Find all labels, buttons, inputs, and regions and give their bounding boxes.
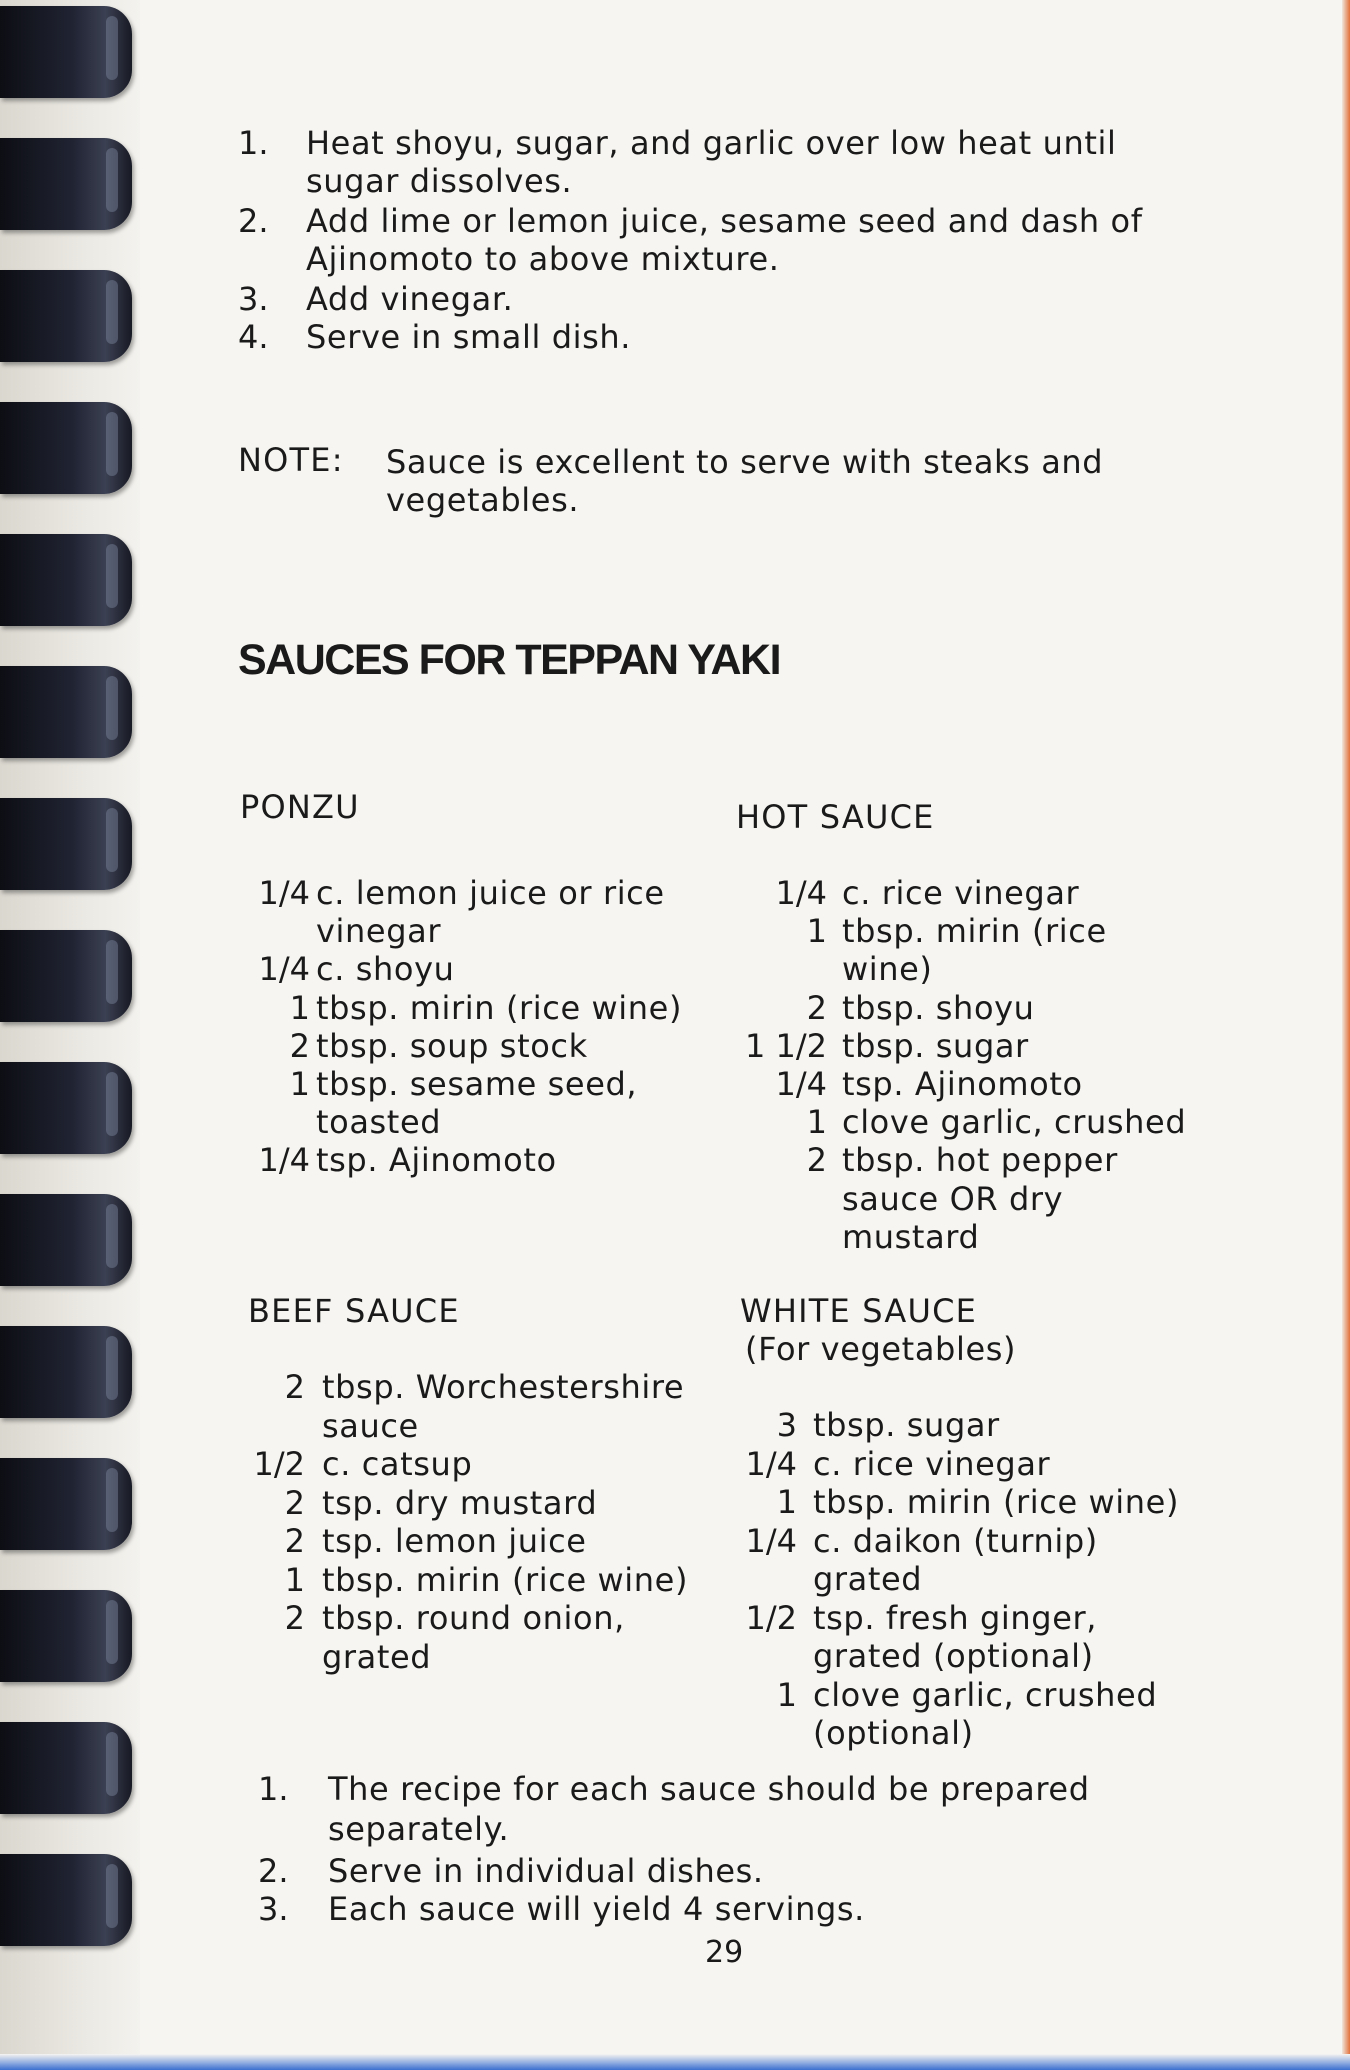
ingredient-text: clove garlic, crushed <box>813 1675 1158 1714</box>
step-text: Serve in individual dishes. <box>328 1852 764 1890</box>
step-number: 3. <box>258 1890 289 1928</box>
ingredient-text: wine) <box>842 950 933 989</box>
binding-coil <box>0 666 132 758</box>
ingredient-text: tsp. Ajinomoto <box>316 1141 557 1180</box>
step-text: Ajinomoto to above mixture. <box>306 240 780 278</box>
ingredient-text: toasted <box>316 1103 442 1142</box>
ingredient-text: c. lemon juice or rice <box>316 874 665 912</box>
ingredient-text: tbsp. round onion, <box>322 1599 625 1637</box>
page-number: 29 <box>705 1935 744 1970</box>
hot-sauce-title: HOT SAUCE <box>736 798 935 836</box>
ingredient-text: c. rice vinegar <box>813 1444 1051 1483</box>
ingredient-qty: 1 <box>776 1675 797 1714</box>
step-number: 3. <box>238 280 269 318</box>
ingredient-text: tsp. dry mustard <box>322 1483 598 1522</box>
ingredient-qty: 2 <box>806 988 827 1027</box>
step-text: Each sauce will yield 4 servings. <box>328 1890 865 1928</box>
ingredient-text: mustard <box>842 1217 980 1256</box>
note-text: vegetables. <box>386 481 580 519</box>
ingredient-qty: 1 1/2 <box>744 1026 827 1065</box>
binding-coil <box>0 1458 132 1550</box>
ingredient-qty: 1/4 <box>775 1065 827 1103</box>
binding-coil <box>0 534 132 626</box>
ingredient-text: grated <box>813 1560 923 1598</box>
ingredient-qty: 1/4 <box>258 950 310 989</box>
ingredient-text: tbsp. sesame seed, <box>316 1065 638 1103</box>
ingredient-text: clove garlic, crushed <box>842 1103 1187 1142</box>
ingredient-text: tbsp. Worchestershire <box>322 1368 685 1406</box>
ingredient-text: c. shoyu <box>316 950 455 989</box>
step-text: The recipe for each sauce should be prepared <box>328 1770 1090 1808</box>
white-sauce-title: WHITE SAUCE <box>740 1292 978 1330</box>
binding-coil <box>0 1326 132 1418</box>
ingredient-qty: 2 <box>284 1599 305 1637</box>
ingredient-text: sauce OR dry <box>842 1179 1064 1218</box>
ingredient-qty: 2 <box>284 1483 305 1522</box>
ingredient-text: tbsp. mirin (rice wine) <box>322 1560 689 1599</box>
binding-coil <box>0 1722 132 1814</box>
ingredient-text: tbsp. mirin (rice wine) <box>316 988 683 1027</box>
step-text: Serve in small dish. <box>306 318 632 356</box>
ingredient-text: (optional) <box>813 1714 974 1752</box>
ingredient-qty: 1 <box>289 988 310 1027</box>
ingredient-qty: 2 <box>284 1368 305 1406</box>
ingredient-qty: 1/2 <box>253 1445 305 1483</box>
ingredient-qty: 1/4 <box>745 1444 797 1483</box>
ingredient-qty: 1/4 <box>258 1141 310 1180</box>
ingredient-qty: 1 <box>806 912 827 951</box>
step-number: 2. <box>258 1852 289 1890</box>
binding-coil <box>0 930 132 1022</box>
ingredient-text: tsp. Ajinomoto <box>842 1065 1083 1103</box>
step-text: separately. <box>328 1810 510 1848</box>
ingredient-text: tbsp. sugar <box>813 1406 1000 1444</box>
ingredient-qty: 1 <box>806 1103 827 1142</box>
step-text: Heat shoyu, sugar, and garlic over low heat until <box>306 124 1117 162</box>
ingredient-text: tbsp. sugar <box>842 1026 1029 1065</box>
ingredient-text: grated (optional) <box>813 1637 1094 1675</box>
step-number: 1. <box>258 1770 289 1808</box>
ingredient-text: tsp. lemon juice <box>322 1522 587 1560</box>
ingredient-qty: 1/2 <box>745 1598 797 1637</box>
ingredient-text: sauce <box>322 1406 419 1445</box>
step-number: 2. <box>238 202 269 240</box>
binding-coil <box>0 798 132 890</box>
ingredient-qty: 1 <box>776 1483 797 1521</box>
ingredient-qty: 1/4 <box>745 1521 797 1560</box>
ingredient-text: c. catsup <box>322 1445 473 1483</box>
ingredient-text: c. rice vinegar <box>842 874 1080 912</box>
step-number: 4. <box>238 318 269 356</box>
ingredient-text: tbsp. mirin (rice <box>842 912 1107 951</box>
binding-coil <box>0 270 132 362</box>
binding-coil <box>0 1854 132 1946</box>
white-sauce-subtitle: (For vegetables) <box>745 1330 1017 1368</box>
ingredient-qty: 3 <box>776 1406 797 1444</box>
binding-coil <box>0 1062 132 1154</box>
ingredient-text: vinegar <box>316 912 442 951</box>
ingredient-text: tsp. fresh ginger, <box>813 1598 1098 1637</box>
section-title: SAUCES FOR TEPPAN YAKI <box>238 636 781 684</box>
step-text: Add lime or lemon juice, sesame seed and dash of <box>306 202 1143 240</box>
ingredient-text: c. daikon (turnip) <box>813 1521 1098 1560</box>
ingredient-qty: 1/4 <box>775 874 827 912</box>
ingredient-qty: 1 <box>284 1560 305 1599</box>
binding-coil <box>0 402 132 494</box>
note-label: NOTE: <box>238 441 344 479</box>
step-number: 1. <box>238 124 269 162</box>
step-text: sugar dissolves. <box>306 162 573 200</box>
spiral-binding <box>0 0 140 2070</box>
binding-coil <box>0 1590 132 1682</box>
note-text: Sauce is excellent to serve with steaks and <box>386 443 1104 481</box>
ingredient-text: grated <box>322 1637 432 1676</box>
binding-coil <box>0 138 132 230</box>
table-surface <box>0 2054 1350 2070</box>
binding-coil <box>0 1194 132 1286</box>
ingredient-qty: 2 <box>289 1026 310 1065</box>
ponzu-title: PONZU <box>240 788 360 826</box>
ingredient-text: tbsp. hot pepper <box>842 1141 1118 1180</box>
ingredient-text: tbsp. shoyu <box>842 988 1035 1027</box>
ingredient-qty: 1 <box>289 1065 310 1103</box>
beef-sauce-title: BEEF SAUCE <box>248 1292 460 1330</box>
ingredient-qty: 2 <box>284 1522 305 1560</box>
page-edge <box>1342 0 1350 2070</box>
ingredient-qty: 2 <box>806 1141 827 1180</box>
ingredient-text: tbsp. soup stock <box>316 1026 588 1065</box>
binding-coil <box>0 6 132 98</box>
ingredient-text: tbsp. mirin (rice wine) <box>813 1483 1180 1521</box>
ingredient-qty: 1/4 <box>258 874 310 912</box>
step-text: Add vinegar. <box>306 280 514 318</box>
